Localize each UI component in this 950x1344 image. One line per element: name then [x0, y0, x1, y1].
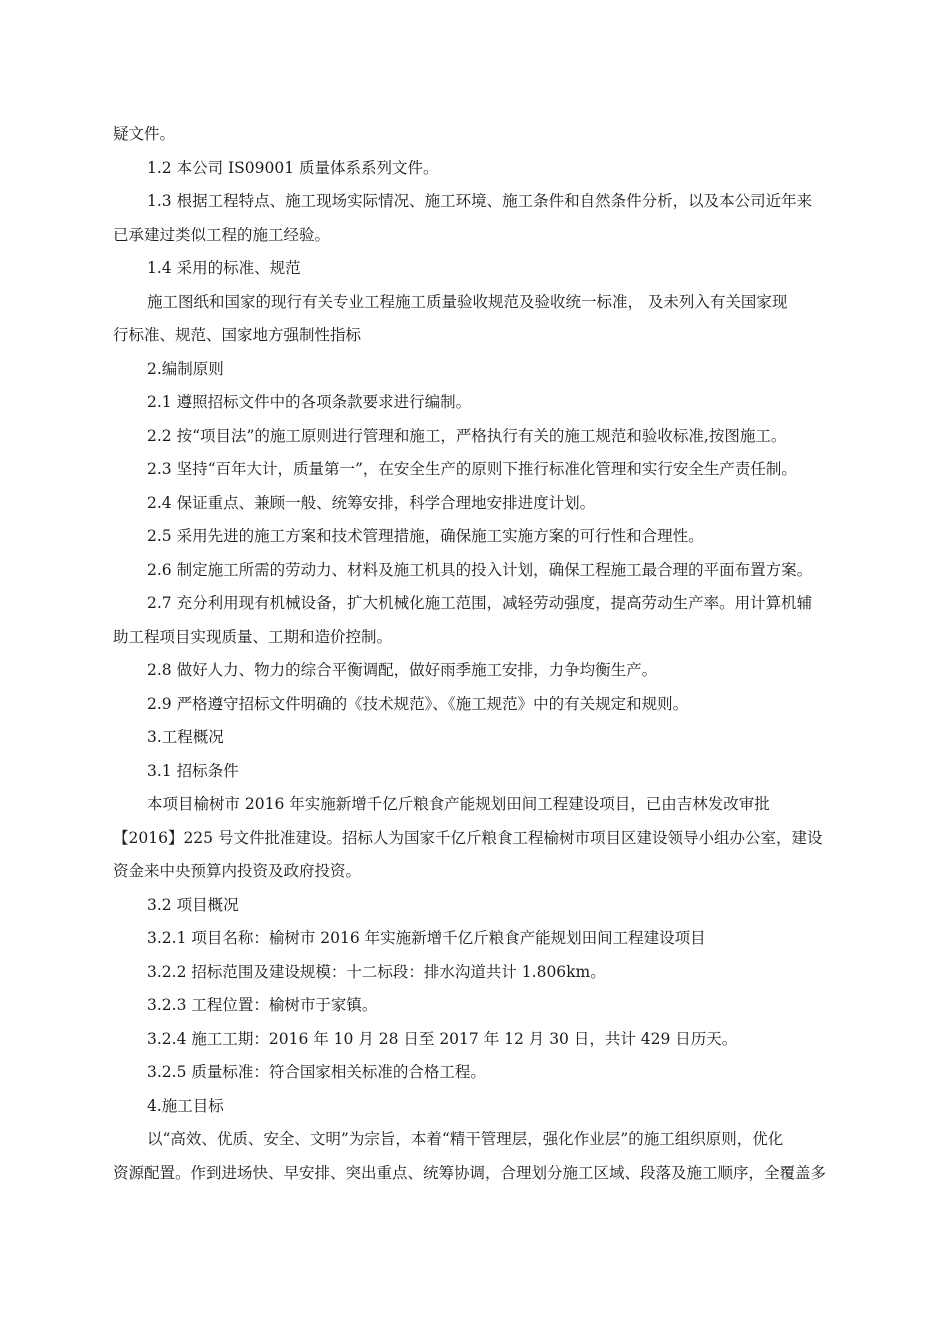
text-line: 2.2 按“项目法”的施工原则进行管理和施工，严格执行有关的施工规范和验收标准,按图施工。 — [147, 426, 787, 445]
text-line: 资源配置。作到进场快、早安排、突出重点、统筹协调，合理划分施工区域、段落及施工顺序，全覆盖多 — [113, 1163, 827, 1182]
text-line: 2.6 制定施工所需的劳动力、材料及施工机具的投入计划，确保工程施工最合理的平面布置方案。 — [147, 560, 813, 579]
text-line: 3.1 招标条件 — [147, 761, 239, 780]
text-line: 1.4 采用的标准、规范 — [147, 259, 301, 277]
text-line: 2.编制原则 — [147, 359, 224, 378]
text-line: 4.施工目标 — [147, 1096, 224, 1115]
text-line: 1.3 根据工程特点、施工现场实际情况、施工环境、施工条件和自然条件分析，以及本公司近年来 — [147, 192, 813, 210]
text-line: 2.5 采用先进的施工方案和技术管理措施，确保施工实施方案的可行性和合理性。 — [147, 527, 704, 545]
text-line: 2.3 坚持“百年大计，质量第一”，在安全生产的原则下推行标准化管理和实行安全生产责任制。 — [147, 460, 797, 478]
text-line: 【2016】225 号文件批准建设。招标人为国家千亿斤粮食工程榆树市项目区建设领导小组办公室，建设 — [113, 828, 823, 847]
text-line: 3.2.4 施工工期：2016 年 10 月 28 日至 2017 年 12 月 30 日，共计 429 日历天。 — [147, 1029, 738, 1048]
document-body — [113, 118, 853, 1190]
text-line: 2.4 保证重点、兼顾一般、统筹安排，科学合理地安排进度计划。 — [147, 493, 596, 512]
text-line: 疑文件。 — [113, 125, 176, 143]
text-line: 1.2 本公司 IS09001 质量体系系列文件。 — [147, 158, 439, 177]
text-line: 3.工程概况 — [147, 728, 224, 746]
text-line: 资金来中央预算内投资及政府投资。 — [113, 862, 362, 880]
text-line: 3.2 项目概况 — [147, 895, 239, 914]
text-line: 3.2.3 工程位置：榆树市于家镇。 — [147, 996, 378, 1014]
text-line: 行标准、规范、国家地方强制性指标 — [113, 326, 362, 344]
text-line: 助工程项目实现质量、工期和造价控制。 — [113, 627, 393, 646]
text-line: 3.2.5 质量标准：符合国家相关标准的合格工程。 — [147, 1063, 486, 1081]
text-line: 本项目榆树市 2016 年实施新增千亿斤粮食产能规划田间工程建设项目，已由吉林发改审批 — [147, 795, 770, 813]
text-line: 3.2.1 项目名称：榆树市 2016 年实施新增千亿斤粮食产能规划田间工程建设项目 — [147, 929, 706, 947]
text-line: 2.8 做好人力、物力的综合平衡调配，做好雨季施工安排，力争均衡生产。 — [147, 661, 658, 679]
text-line: 2.1 遵照招标文件中的各项条款要求进行编制。 — [147, 393, 472, 411]
text-line: 3.2.2 招标范围及建设规模：十二标段：排水沟道共计 1.806km。 — [147, 962, 606, 981]
text-line: 2.9 严格遵守招标文件明确的《技术规范》、《施工规范》中的有关规定和规则。 — [147, 694, 689, 713]
text-line: 施工图纸和国家的现行有关专业工程施工质量验收规范及验收统一标准， 及未列入有关国家现 — [147, 292, 788, 311]
text-line: 2.7 充分利用现有机械设备，扩大机械化施工范围，减轻劳动强度，提高劳动生产率。用计算机辅 — [147, 594, 813, 612]
text-line: 以“高效、优质、安全、文明”为宗旨，本着“精干管理层，强化作业层”的施工组织原则，优化 — [147, 1130, 784, 1148]
text-line: 已承建过类似工程的施工经验。 — [113, 225, 331, 244]
